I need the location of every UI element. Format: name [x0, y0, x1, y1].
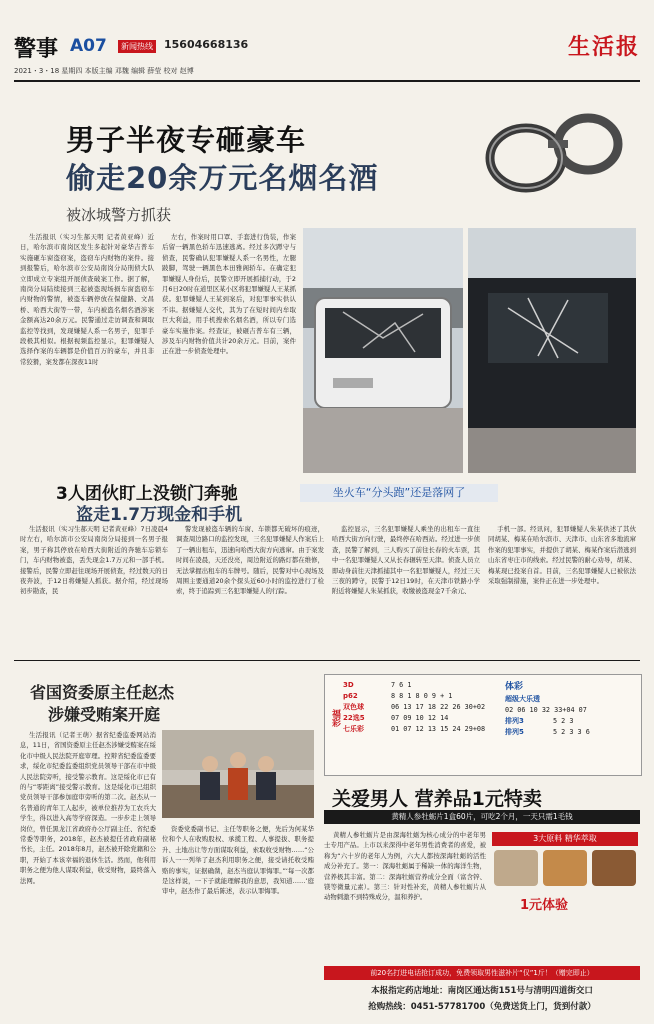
- lottery-row: p62 8 8 1 8 0 9 + 1: [343, 691, 453, 700]
- story2-body-col3: 监控显示，三名犯罪嫌疑人乘坐的出租车一直往哈西大街方向行驶，最终停在哈西站。经过进一步侦查，民警了解到，三人购买了前往长春的火车票，其中一名犯罪嫌疑人又从长春辗转至天津。侦查人员立即动身前往天津抓捕其中一名犯罪嫌疑人，经过三天三夜的蹲守，民警于12日19时，在天津市铁路小学附近将嫌疑人朱某抓获，收缴被盗现金7千余元、: [332, 525, 480, 596]
- story3-title-line1: 省国资委原主任赵杰: [30, 683, 175, 702]
- story1-body-col1: 生活报讯（实习生郝天明 记者黄亚峰）近日，哈尔滨市南岗区发生多起针对豪华吉普车实施砸车窗盗窃案，盗窃车内财物的案件。接到报警后，哈尔滨市公安局南岗分局刑侦大队立即成立专案组开展侦查破案工作。据了解，南岗分局陆续接到三起被盗现场损车窗盗窃车内财物的警情，被盗车辆停放在保健路、文昌桥、哈西大街等一带，车内被盗名烟名酒涉案金额高达20余万元。民警通过走访调查和调取监控等找到，发现嫌疑人系一名男子，犯罪手段极其相似。根据视频监控显示，犯罪嫌疑人选择作案的车辆都是价值百万的豪车，并且非常狡猾，案发都在深夜11时: [20, 233, 154, 366]
- lottery-box: [324, 674, 642, 776]
- story1-body-col2: 左右，作案时用口罩、手套进行伪装，作案后留一辆黑色轿车迅速逃离。经过多次蹲守与侦查，民警确认犯罪嫌疑人系一名男性，左腿跛脚，驾驶一辆黑色本田雅阁轿车。在确定犯罪嫌疑人身份后，民警立即开展抓捕行动，于2月6日20时在道里区某小区将犯罪嫌疑人王某抓获。犯罪嫌疑人王某到案后，对犯罪事实供认不讳。据嫌疑人交代，其为了在短时间内牟取巨大利益，用手机搜索名烟名酒，所以专门选豪车实施作案。经查证，被砸吉普车有三辆，涉及车内财物价值共计20余万元。目前，案件正在进一步侦查处理中。: [162, 233, 296, 356]
- photo-caption: 坐火车“分头跑”还是落网了: [300, 484, 498, 502]
- story1-title-line2: 偷走20余万元名烟名酒: [66, 161, 379, 195]
- lottery-row: 排列3 5 2 3: [505, 716, 574, 725]
- story1-title-line1: 男子半夜专砸豪车: [66, 123, 307, 157]
- smashed-car-photo-2: [468, 228, 636, 473]
- advert-badge: 3大原料 精华萃取: [492, 832, 638, 846]
- sports-lottery-logo: 体彩: [505, 682, 524, 692]
- store-address: 本报指定药店地址：南岗区通达街151号与清明四道街交口: [371, 986, 593, 996]
- hotline-number: 15604668136: [164, 38, 249, 51]
- lottery-row: 排列5 5 2 3 3 6: [505, 727, 590, 736]
- lottery-row: 超级大乐透: [505, 694, 540, 703]
- masthead-rule: [14, 80, 640, 82]
- story2-title-line1: 3人团伙盯上没锁门奔驰: [56, 484, 238, 504]
- advert-promo-banner: 前20名打进电话抢订成功，免费领取男性滋补片“仅”1斤！（赠完即止）: [324, 966, 640, 980]
- story3-title-line2: 涉嫌受贿案开庭: [48, 705, 161, 724]
- lottery-row: 3D 7 6 1: [343, 680, 412, 689]
- masthead: [14, 30, 640, 78]
- sealwort-image: [592, 850, 636, 886]
- smashed-car-photo-1: [303, 228, 463, 473]
- issue-meta: 2021・3・18 星期四 本版主编 邓魏 编辑 薛莹 校对 赵博: [14, 67, 194, 75]
- advert-body: 黄精人参牡蛎片是由深海牡蛎为核心成分的中老年男士专用产品。上市以来深得中老年男性消费者的喜爱，被称为“六十岁的老年人为例，六大人都按深海牡蛎的活性成分补充了。第一：深海牡蛎属于稀缺一体的海洋生物，营养极其丰富。第二：深海牡蛎营养成分全面（富含锌、镁等微量元素）。第三：针对性补充，黄精人参牡蛎片从动物刺激不到特殊成分，温和养护。: [324, 831, 486, 902]
- story2-body-col1: 生活报讯（实习生郝天明 记者黄亚峰）7日凌晨4时左右，哈尔滨市公安局南岗分局接到一名男子报案，男子称其停放在哈西大街附近的奔驰车忘锁车门，车内财物被盗，丢失现金1.7万元和一部手机。接警后，民警立即赶往现场开展侦查，经过数天的日夜奔波，于12日将嫌疑人抓获。据介绍，经过现场初步勘查，民: [20, 525, 168, 596]
- welfare-lottery-logo: 福彩: [330, 709, 340, 727]
- lottery-row: 22选5 07 09 10 12 14: [343, 713, 449, 722]
- handcuffs-icon: [478, 96, 628, 206]
- story2-body-col2: 警发现被盗车辆的车窗、车锁都无破坏的痕迹，调查周边路口的监控发现，三名犯罪嫌疑人作案后上了一辆出租车，迅速向哈西大街方向逃窜。由于案发时间在凌晨，天还没亮，周边附近的路灯都在维修，无法掌握出租车的车牌号。随后，民警对中心现场及周围主要通道20余个探头近60小时的监控进行了检索，终于追踪到三名犯罪嫌疑人的行踪。: [176, 525, 324, 596]
- story3-body-col1: 生活报讯（记者王萌）据省纪委监委网站消息，11日，省国资委原主任赵杰涉嫌受贿案在绥化市中级人民法院开庭审理。控辩省纪委监委要求，绥化市纪委监委组织党员领导干部在市中级人民法院旁听，接受警示教育。这是绥化市已有的与“零距离”接受警示教育。这是绥化市已组织党员领导干部参加庭审旁听的第二次。赵杰从一名普通的青年工人起步，被单位推荐为工农兵大学生，得以进入高等学府深造。一步步走上领导岗位，曾任黑龙江省政府办公厅副主任、省纪委常委等职务，2018年，赵杰被提任省政府副秘书长，主任。2018年8月，赵杰被开除党籍和公职，开始了本该幸福的退休生活。然而，他利用职务之便为他人谋取利益，收受财物，最终落入法网。: [20, 731, 156, 885]
- order-hotline: 抢购热线：0451-57781700（免费送货上门，货到付款）: [368, 1002, 596, 1012]
- hotline-label: 新闻热线: [118, 40, 156, 53]
- story3-body-col2: 资委党委副书记、主任等职务之便，先后为何某华位和个人在收购股权、承揽工程、人事提拔、职务提升、土地出让等方面谋取利益，索取收受财物……“公诉人一一列举了赵杰利用职务之便，接受请托收受贿赂的事实，证据确凿，赵杰当庭认罪悔罪。”‘每一次都是这样说，一下子就能理解我的意思，我知道……’庭审中，赵杰作了最后陈述，表示认罪悔罪。: [162, 825, 314, 896]
- story2-bottom-rule: [14, 660, 640, 661]
- section-title: 警事: [14, 36, 59, 62]
- lottery-row: 02 06 10 32 33+04 07: [505, 705, 587, 714]
- newspaper-logo: 生活报: [567, 34, 640, 60]
- product-images: [494, 850, 636, 886]
- lottery-left-list: [343, 679, 493, 734]
- advert-subline: 黄精人参牡蛎片1盒60片，可吃2个月，一天只需1毛钱: [324, 810, 640, 824]
- oyster-image: [494, 850, 538, 886]
- lottery-right-list: [505, 693, 637, 737]
- trial-offer: 1元体验: [520, 898, 569, 913]
- courtroom-photo: [162, 730, 314, 818]
- story2-title-line2: 盗走1.7万现金和手机: [76, 505, 243, 525]
- lottery-row: 七乐彩 01 07 12 13 15 24 29+08: [343, 724, 486, 733]
- page-number: A07: [70, 36, 107, 56]
- advert-headline: 关爱男人 营养品1元特卖: [332, 788, 542, 810]
- story1-subtitle: 被冰城警方抓获: [66, 206, 172, 224]
- ginseng-image: [543, 850, 587, 886]
- lottery-row: 双色球 06 13 17 18 22 26 30+02: [343, 702, 486, 711]
- story2-body-col4: 手机一部。经讯问，犯罪嫌疑人朱某供述了其伙同胡某、梅某在哈尔滨市、天津市、山东省多地流窜作案的犯罪事实，并提供了胡某、梅某作案后潜逃到山东省枣庄市的线索。经过民警的耐心劝导，胡某、梅某现已投案自首。目前，三名犯罪嫌疑人已被依法采取强制措施，案件正在进一步处理中。: [488, 525, 636, 586]
